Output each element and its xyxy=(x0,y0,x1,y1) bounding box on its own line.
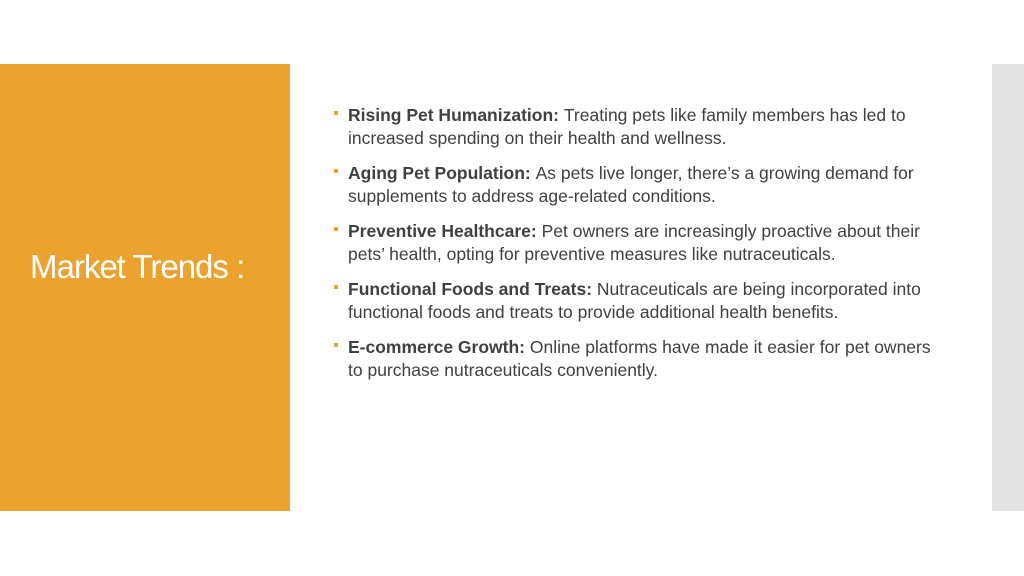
bullet-text: Online platforms have made it easier for pet owners to purchase nutraceuticals conveniently. xyxy=(348,337,931,380)
bullet-item xyxy=(332,278,942,324)
bullet-term: Functional Foods and Treats: xyxy=(348,279,597,299)
bullet-text: Treating pets like family members has led to increased spending on their health and wellness. xyxy=(348,105,906,148)
slide-title: Market Trends : xyxy=(30,248,245,285)
side-decoration-bar xyxy=(992,64,1024,511)
square-bullet-icon xyxy=(334,111,338,115)
bullet-text: As pets live longer, there’s a growing demand for supplements to address age-related conditions. xyxy=(348,163,914,206)
bullet-term: Preventive Healthcare: xyxy=(348,221,542,241)
bullet-item xyxy=(332,220,942,266)
bullet-term: E-commerce Growth: xyxy=(348,337,530,357)
square-bullet-icon xyxy=(334,285,338,289)
bullet-item xyxy=(332,162,942,208)
bullet-item xyxy=(332,336,942,382)
bullet-item xyxy=(332,104,942,150)
bullet-term: Rising Pet Humanization: xyxy=(348,105,564,125)
bullet-text: Pet owners are increasingly proactive about their pets’ health, opting for preventive measures like nutraceuticals. xyxy=(348,221,920,264)
square-bullet-icon xyxy=(334,343,338,347)
bullet-term: Aging Pet Population: xyxy=(348,163,536,183)
bullet-list xyxy=(332,104,942,382)
bullet-text: Nutraceuticals are being incorporated into functional foods and treats to provide additional health benefits. xyxy=(348,279,921,322)
square-bullet-icon xyxy=(334,227,338,231)
content-area xyxy=(332,104,942,394)
square-bullet-icon xyxy=(334,169,338,173)
